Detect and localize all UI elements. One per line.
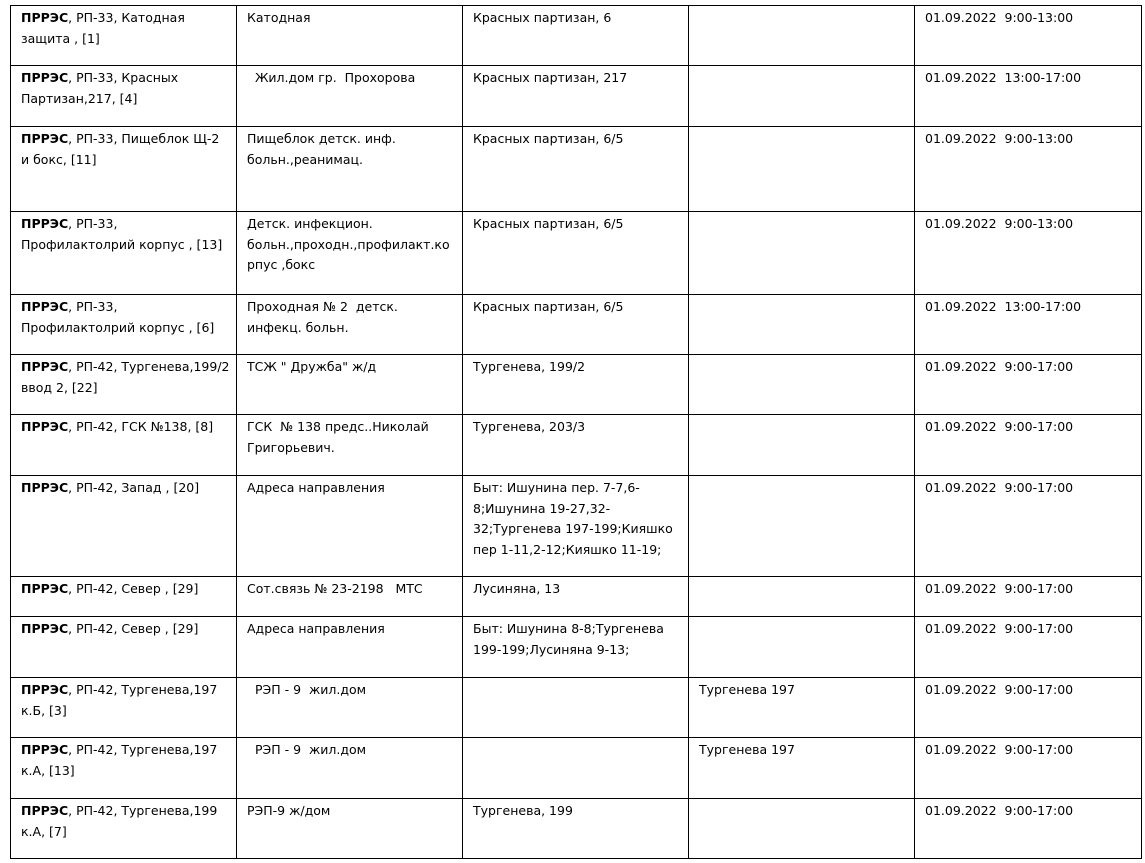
org-name: ПРРЭС bbox=[21, 70, 69, 85]
table-row bbox=[11, 415, 1142, 476]
cell-address: Тургенева, 199/2 bbox=[463, 355, 689, 415]
cell-address: Красных партизан, 6 bbox=[463, 6, 689, 66]
location-text: , РП-42, Север , [29] bbox=[68, 621, 199, 636]
org-name: ПРРЭС bbox=[21, 131, 69, 146]
cell-extra bbox=[689, 295, 915, 355]
cell-extra bbox=[689, 66, 915, 127]
cell-extra bbox=[689, 6, 915, 66]
cell-location bbox=[11, 476, 237, 577]
cell-address bbox=[463, 678, 689, 738]
cell-extra bbox=[689, 799, 915, 859]
org-name: ПРРЭС bbox=[21, 216, 69, 231]
location-text: , РП-42, Север , [29] bbox=[68, 581, 199, 596]
cell-time: 01.09.2022 9:00-17:00 bbox=[915, 355, 1142, 415]
location-text: , РП-42, Запад , [20] bbox=[68, 480, 200, 495]
cell-address: Красных партизан, 217 bbox=[463, 66, 689, 127]
cell-time: 01.09.2022 9:00-17:00 bbox=[915, 738, 1142, 799]
location-text: , РП-33, Красных Партизан,217, [4] bbox=[21, 70, 179, 106]
cell-address: Красных партизан, 6/5 bbox=[463, 127, 689, 212]
org-name: ПРРЭС bbox=[21, 480, 69, 495]
cell-extra bbox=[689, 355, 915, 415]
cell-object: Проходная № 2 детск. инфекц. больн. bbox=[237, 295, 463, 355]
org-name: ПРРЭС bbox=[21, 419, 69, 434]
cell-time: 01.09.2022 9:00-13:00 bbox=[915, 212, 1142, 295]
outage-table-body bbox=[11, 6, 1142, 859]
outage-table bbox=[10, 5, 1142, 859]
cell-object: РЭП - 9 жил.дом bbox=[237, 678, 463, 738]
cell-address: Быт: Ишунина пер. 7-7,6-8;Ишунина 19-27,32-32;Тургенева 197-199;Кияшко пер 1-11,2-12;Кияшко 11-19; bbox=[463, 476, 689, 577]
table-row bbox=[11, 678, 1142, 738]
cell-object: Сот.связь № 23-2198 МТС bbox=[237, 577, 463, 617]
cell-time: 01.09.2022 9:00-13:00 bbox=[915, 127, 1142, 212]
table-row bbox=[11, 738, 1142, 799]
org-name: ПРРЭС bbox=[21, 10, 69, 25]
cell-location bbox=[11, 66, 237, 127]
table-row bbox=[11, 66, 1142, 127]
location-text: , РП-42, Тургенева,199/2 ввод 2, [22] bbox=[21, 359, 230, 395]
cell-object: РЭП-9 ж/дом bbox=[237, 799, 463, 859]
location-text: , РП-42, Тургенева,197 к.А, [13] bbox=[21, 742, 218, 778]
cell-address: Красных партизан, 6/5 bbox=[463, 212, 689, 295]
table-row bbox=[11, 617, 1142, 678]
location-text: , РП-42, Тургенева,199 к.А, [7] bbox=[21, 803, 218, 839]
cell-object: РЭП - 9 жил.дом bbox=[237, 738, 463, 799]
cell-time: 01.09.2022 9:00-17:00 bbox=[915, 799, 1142, 859]
cell-location bbox=[11, 678, 237, 738]
cell-object: Жил.дом гр. Прохорова bbox=[237, 66, 463, 127]
cell-extra bbox=[689, 212, 915, 295]
cell-location bbox=[11, 738, 237, 799]
cell-location bbox=[11, 6, 237, 66]
org-name: ПРРЭС bbox=[21, 803, 69, 818]
cell-object: Адреса направления bbox=[237, 617, 463, 678]
cell-location bbox=[11, 799, 237, 859]
cell-address: Лусиняна, 13 bbox=[463, 577, 689, 617]
cell-time: 01.09.2022 13:00-17:00 bbox=[915, 66, 1142, 127]
cell-time: 01.09.2022 9:00-17:00 bbox=[915, 617, 1142, 678]
cell-address: Быт: Ишунина 8-8;Тургенева 199-199;Лусиняна 9-13; bbox=[463, 617, 689, 678]
cell-extra bbox=[689, 577, 915, 617]
cell-location bbox=[11, 355, 237, 415]
cell-time: 01.09.2022 9:00-17:00 bbox=[915, 415, 1142, 476]
location-text: , РП-33, Профилактолрий корпус , [13] bbox=[21, 216, 223, 252]
table-row bbox=[11, 295, 1142, 355]
cell-object: Адреса направления bbox=[237, 476, 463, 577]
location-text: , РП-33, Пищеблок Щ-2 и бокс, [11] bbox=[21, 131, 220, 167]
cell-location bbox=[11, 127, 237, 212]
cell-time: 01.09.2022 9:00-17:00 bbox=[915, 678, 1142, 738]
org-name: ПРРЭС bbox=[21, 581, 69, 596]
cell-location bbox=[11, 212, 237, 295]
cell-object: ТСЖ " Дружба" ж/д bbox=[237, 355, 463, 415]
cell-object: Детск. инфекцион. больн.,проходн.,профилакт.корпус ,бокс bbox=[237, 212, 463, 295]
cell-time: 01.09.2022 9:00-17:00 bbox=[915, 476, 1142, 577]
table-row bbox=[11, 799, 1142, 859]
location-text: , РП-33, Катодная защита , [1] bbox=[21, 10, 185, 46]
table-row bbox=[11, 6, 1142, 66]
cell-time: 01.09.2022 9:00-17:00 bbox=[915, 577, 1142, 617]
cell-extra bbox=[689, 415, 915, 476]
cell-location bbox=[11, 295, 237, 355]
cell-extra: Тургенева 197 bbox=[689, 738, 915, 799]
cell-address: Тургенева, 203/3 bbox=[463, 415, 689, 476]
cell-object: Катодная bbox=[237, 6, 463, 66]
cell-time: 01.09.2022 9:00-13:00 bbox=[915, 6, 1142, 66]
table-row bbox=[11, 577, 1142, 617]
table-row bbox=[11, 355, 1142, 415]
cell-extra: Тургенева 197 bbox=[689, 678, 915, 738]
cell-location bbox=[11, 415, 237, 476]
cell-extra bbox=[689, 617, 915, 678]
location-text: , РП-42, ГСК №138, [8] bbox=[68, 419, 214, 434]
cell-time: 01.09.2022 13:00-17:00 bbox=[915, 295, 1142, 355]
table-row bbox=[11, 212, 1142, 295]
org-name: ПРРЭС bbox=[21, 682, 69, 697]
org-name: ПРРЭС bbox=[21, 742, 69, 757]
cell-extra bbox=[689, 127, 915, 212]
cell-address bbox=[463, 738, 689, 799]
cell-extra bbox=[689, 476, 915, 577]
org-name: ПРРЭС bbox=[21, 359, 69, 374]
cell-object: Пищеблок детск. инф. больн.,реанимац. bbox=[237, 127, 463, 212]
cell-object: ГСК № 138 предс..Николай Григорьевич. bbox=[237, 415, 463, 476]
table-row bbox=[11, 127, 1142, 212]
cell-address: Красных партизан, 6/5 bbox=[463, 295, 689, 355]
location-text: , РП-33, Профилактолрий корпус , [6] bbox=[21, 299, 215, 335]
location-text: , РП-42, Тургенева,197 к.Б, [3] bbox=[21, 682, 218, 718]
org-name: ПРРЭС bbox=[21, 299, 69, 314]
cell-location bbox=[11, 617, 237, 678]
table-row bbox=[11, 476, 1142, 577]
org-name: ПРРЭС bbox=[21, 621, 69, 636]
cell-address: Тургенева, 199 bbox=[463, 799, 689, 859]
cell-location bbox=[11, 577, 237, 617]
